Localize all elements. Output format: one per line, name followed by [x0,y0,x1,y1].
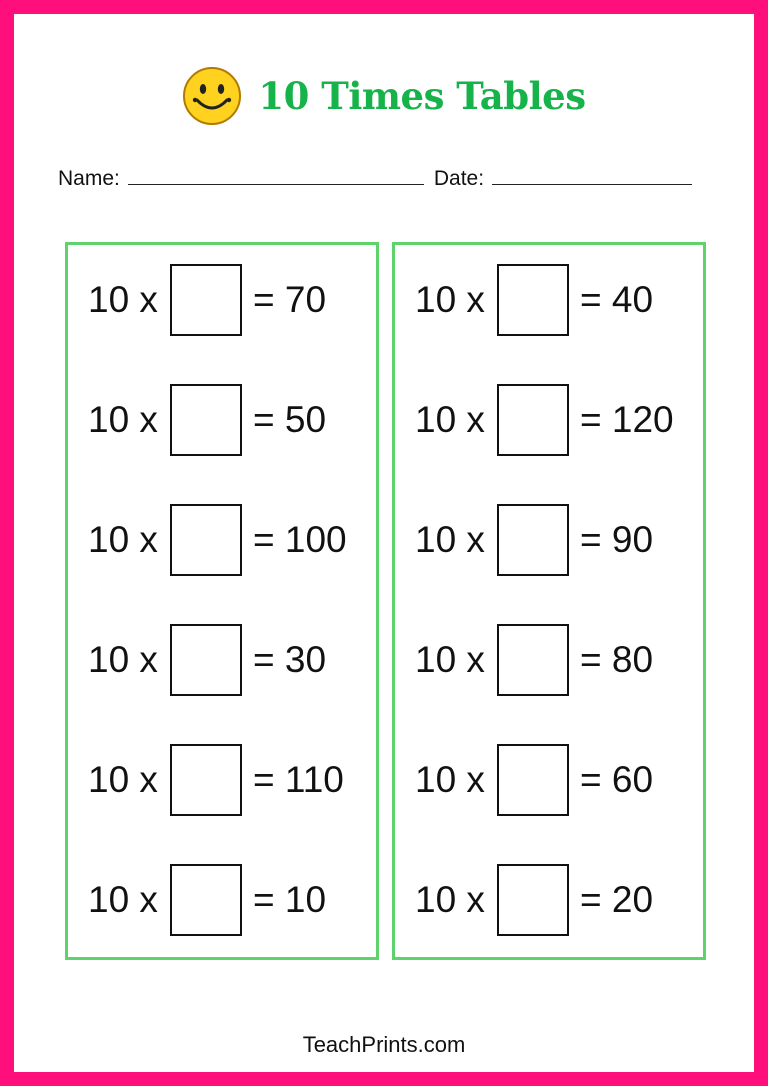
answer-box[interactable] [170,384,242,456]
answer-box[interactable] [497,264,569,336]
problem [415,862,653,938]
problem-multiplicand: 10 x [88,279,158,320]
page-title: 10 Times Tables [258,74,586,118]
name-label: Name: [58,167,120,190]
answer-box[interactable] [170,504,242,576]
problems-panel-left [65,242,379,960]
answer-box[interactable] [497,744,569,816]
problem-multiplicand: 10 x [88,399,158,440]
answer-box[interactable] [497,384,569,456]
problem-product: = 10 [253,879,327,920]
problem [88,742,344,818]
problems-panel-right [392,242,706,960]
problem-product: = 60 [580,759,654,800]
problem-multiplicand: 10 x [88,519,158,560]
answer-box[interactable] [497,624,569,696]
problem [88,262,326,338]
problem-multiplicand: 10 x [415,639,485,680]
problem-product: = 30 [253,639,327,680]
problem-multiplicand: 10 x [88,879,158,920]
answer-box[interactable] [497,504,569,576]
problem [415,502,653,578]
answer-box[interactable] [170,624,242,696]
answer-box[interactable] [170,264,242,336]
answer-box[interactable] [170,864,242,936]
problem [88,622,326,698]
problem-product: = 110 [253,759,344,800]
problem-multiplicand: 10 x [415,279,485,320]
answer-box[interactable] [497,864,569,936]
date-label: Date: [433,167,485,190]
footer-website: TeachPrints.com [302,1032,466,1057]
smiley-face-icon [182,66,242,126]
date-field[interactable] [492,164,692,185]
problem [88,382,326,458]
problem-multiplicand: 10 x [415,399,485,440]
problem-multiplicand: 10 x [88,759,158,800]
problem-product: = 20 [580,879,654,920]
problem-multiplicand: 10 x [415,519,485,560]
problem [88,502,347,578]
problem [415,262,653,338]
problem-product: = 70 [253,279,327,320]
problem-product: = 40 [580,279,654,320]
name-field[interactable] [128,164,424,185]
problem [88,862,326,938]
name-date-row [58,164,710,191]
problem-product: = 100 [253,519,347,560]
problem [415,742,653,818]
problem-multiplicand: 10 x [415,759,485,800]
answer-box[interactable] [170,744,242,816]
problem-product: = 50 [253,399,327,440]
problem-product: = 120 [580,399,674,440]
problem-multiplicand: 10 x [415,879,485,920]
problem-multiplicand: 10 x [88,639,158,680]
problem-product: = 90 [580,519,654,560]
problem-product: = 80 [580,639,654,680]
problem [415,382,674,458]
header [14,66,754,126]
problem [415,622,653,698]
